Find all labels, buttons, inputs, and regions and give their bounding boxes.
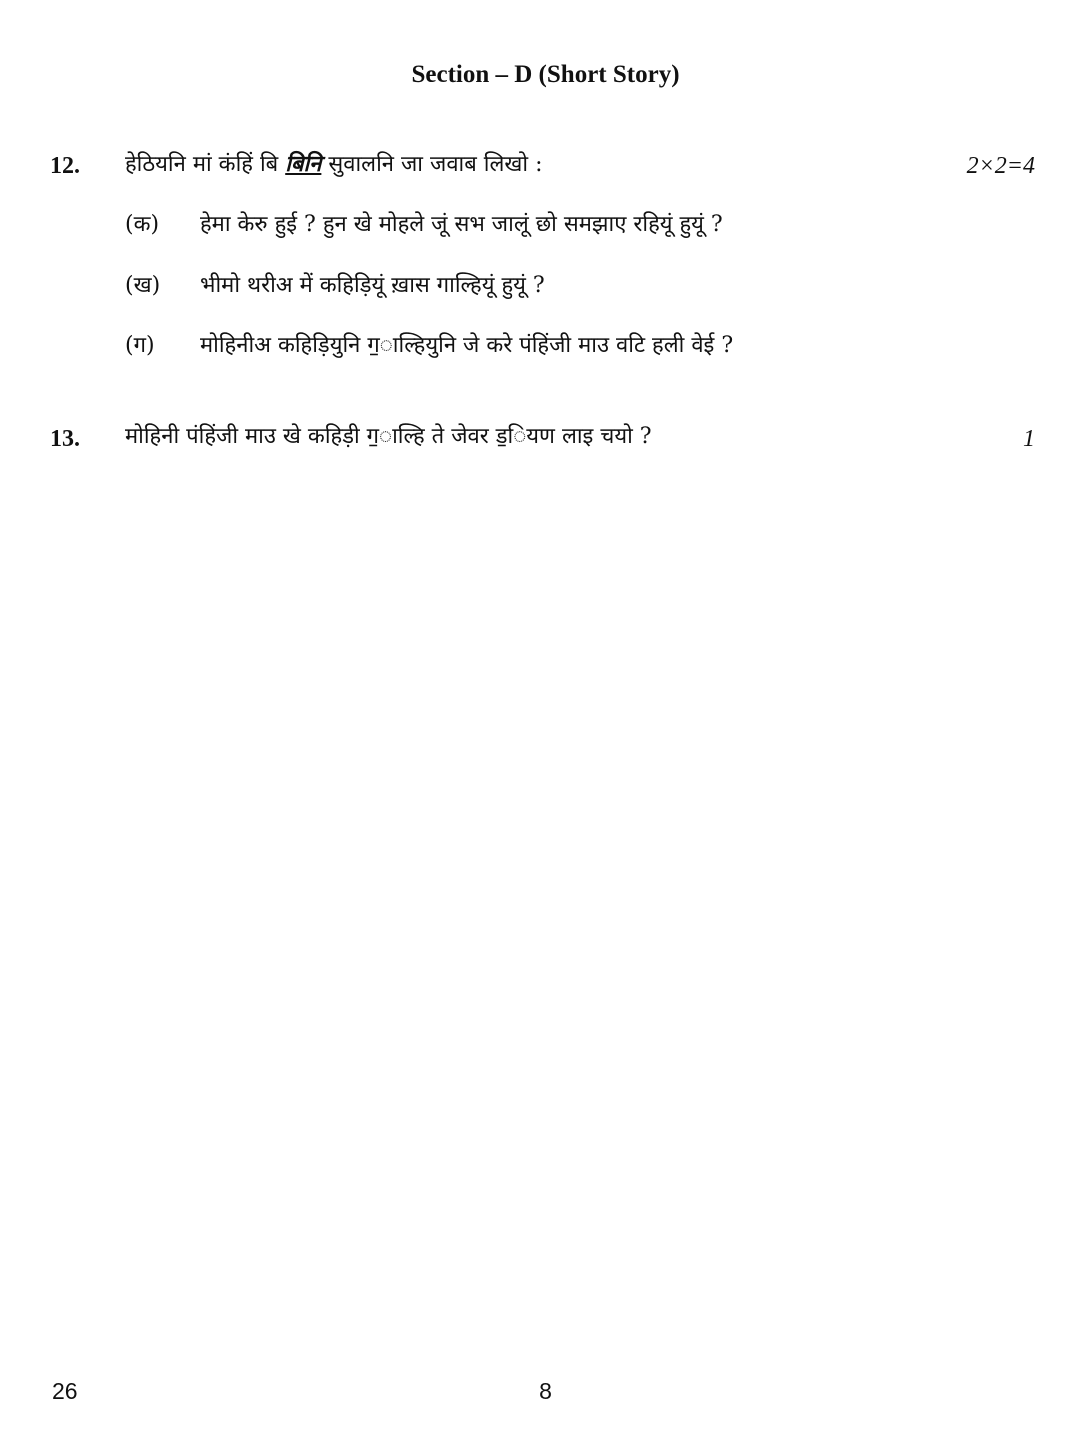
section-title: Section – D (Short Story) — [411, 61, 680, 88]
question-text — [125, 148, 543, 181]
question-number: 13. — [50, 426, 80, 452]
sub-question-label: (क) — [125, 212, 160, 237]
sub-question-text: मोहिनीअ कहिड़ियुनि ग॒ाल्हियुनि जे करे पंहिंजी माउ वटि हली वेई ? — [200, 333, 734, 358]
question-marks: 1 — [1023, 426, 1035, 452]
sub-question-text: भीमो थरीअ में कहिड़ियूं ख़ास गाल्हियूं हुयूं ? — [200, 273, 545, 298]
question-text-emphasis: बिनि — [285, 151, 322, 177]
sub-question-label: (ख) — [125, 273, 161, 298]
question-text-before: हेठियनि मां कंहिं बि — [125, 152, 286, 177]
sub-question-text: हेमा केरु हुई ? हुन खे मोहले जूं सभ जालूं छो समझाए रहियूं हुयूं ? — [200, 212, 723, 237]
page-number: 8 — [539, 1378, 552, 1404]
question-marks: 2×2=4 — [966, 153, 1035, 179]
sub-question-label: (ग) — [125, 333, 155, 358]
question-text: मोहिनी पंहिंजी माउ खे कहिड़ी ग॒ाल्हि ते जेवर ड॒ियण लाइ चयो ? — [125, 424, 652, 449]
question-number: 12. — [50, 153, 80, 179]
paper-code: 26 — [52, 1378, 78, 1404]
question-text-after: सुवालनि जा जवाब लिखो : — [321, 152, 543, 177]
